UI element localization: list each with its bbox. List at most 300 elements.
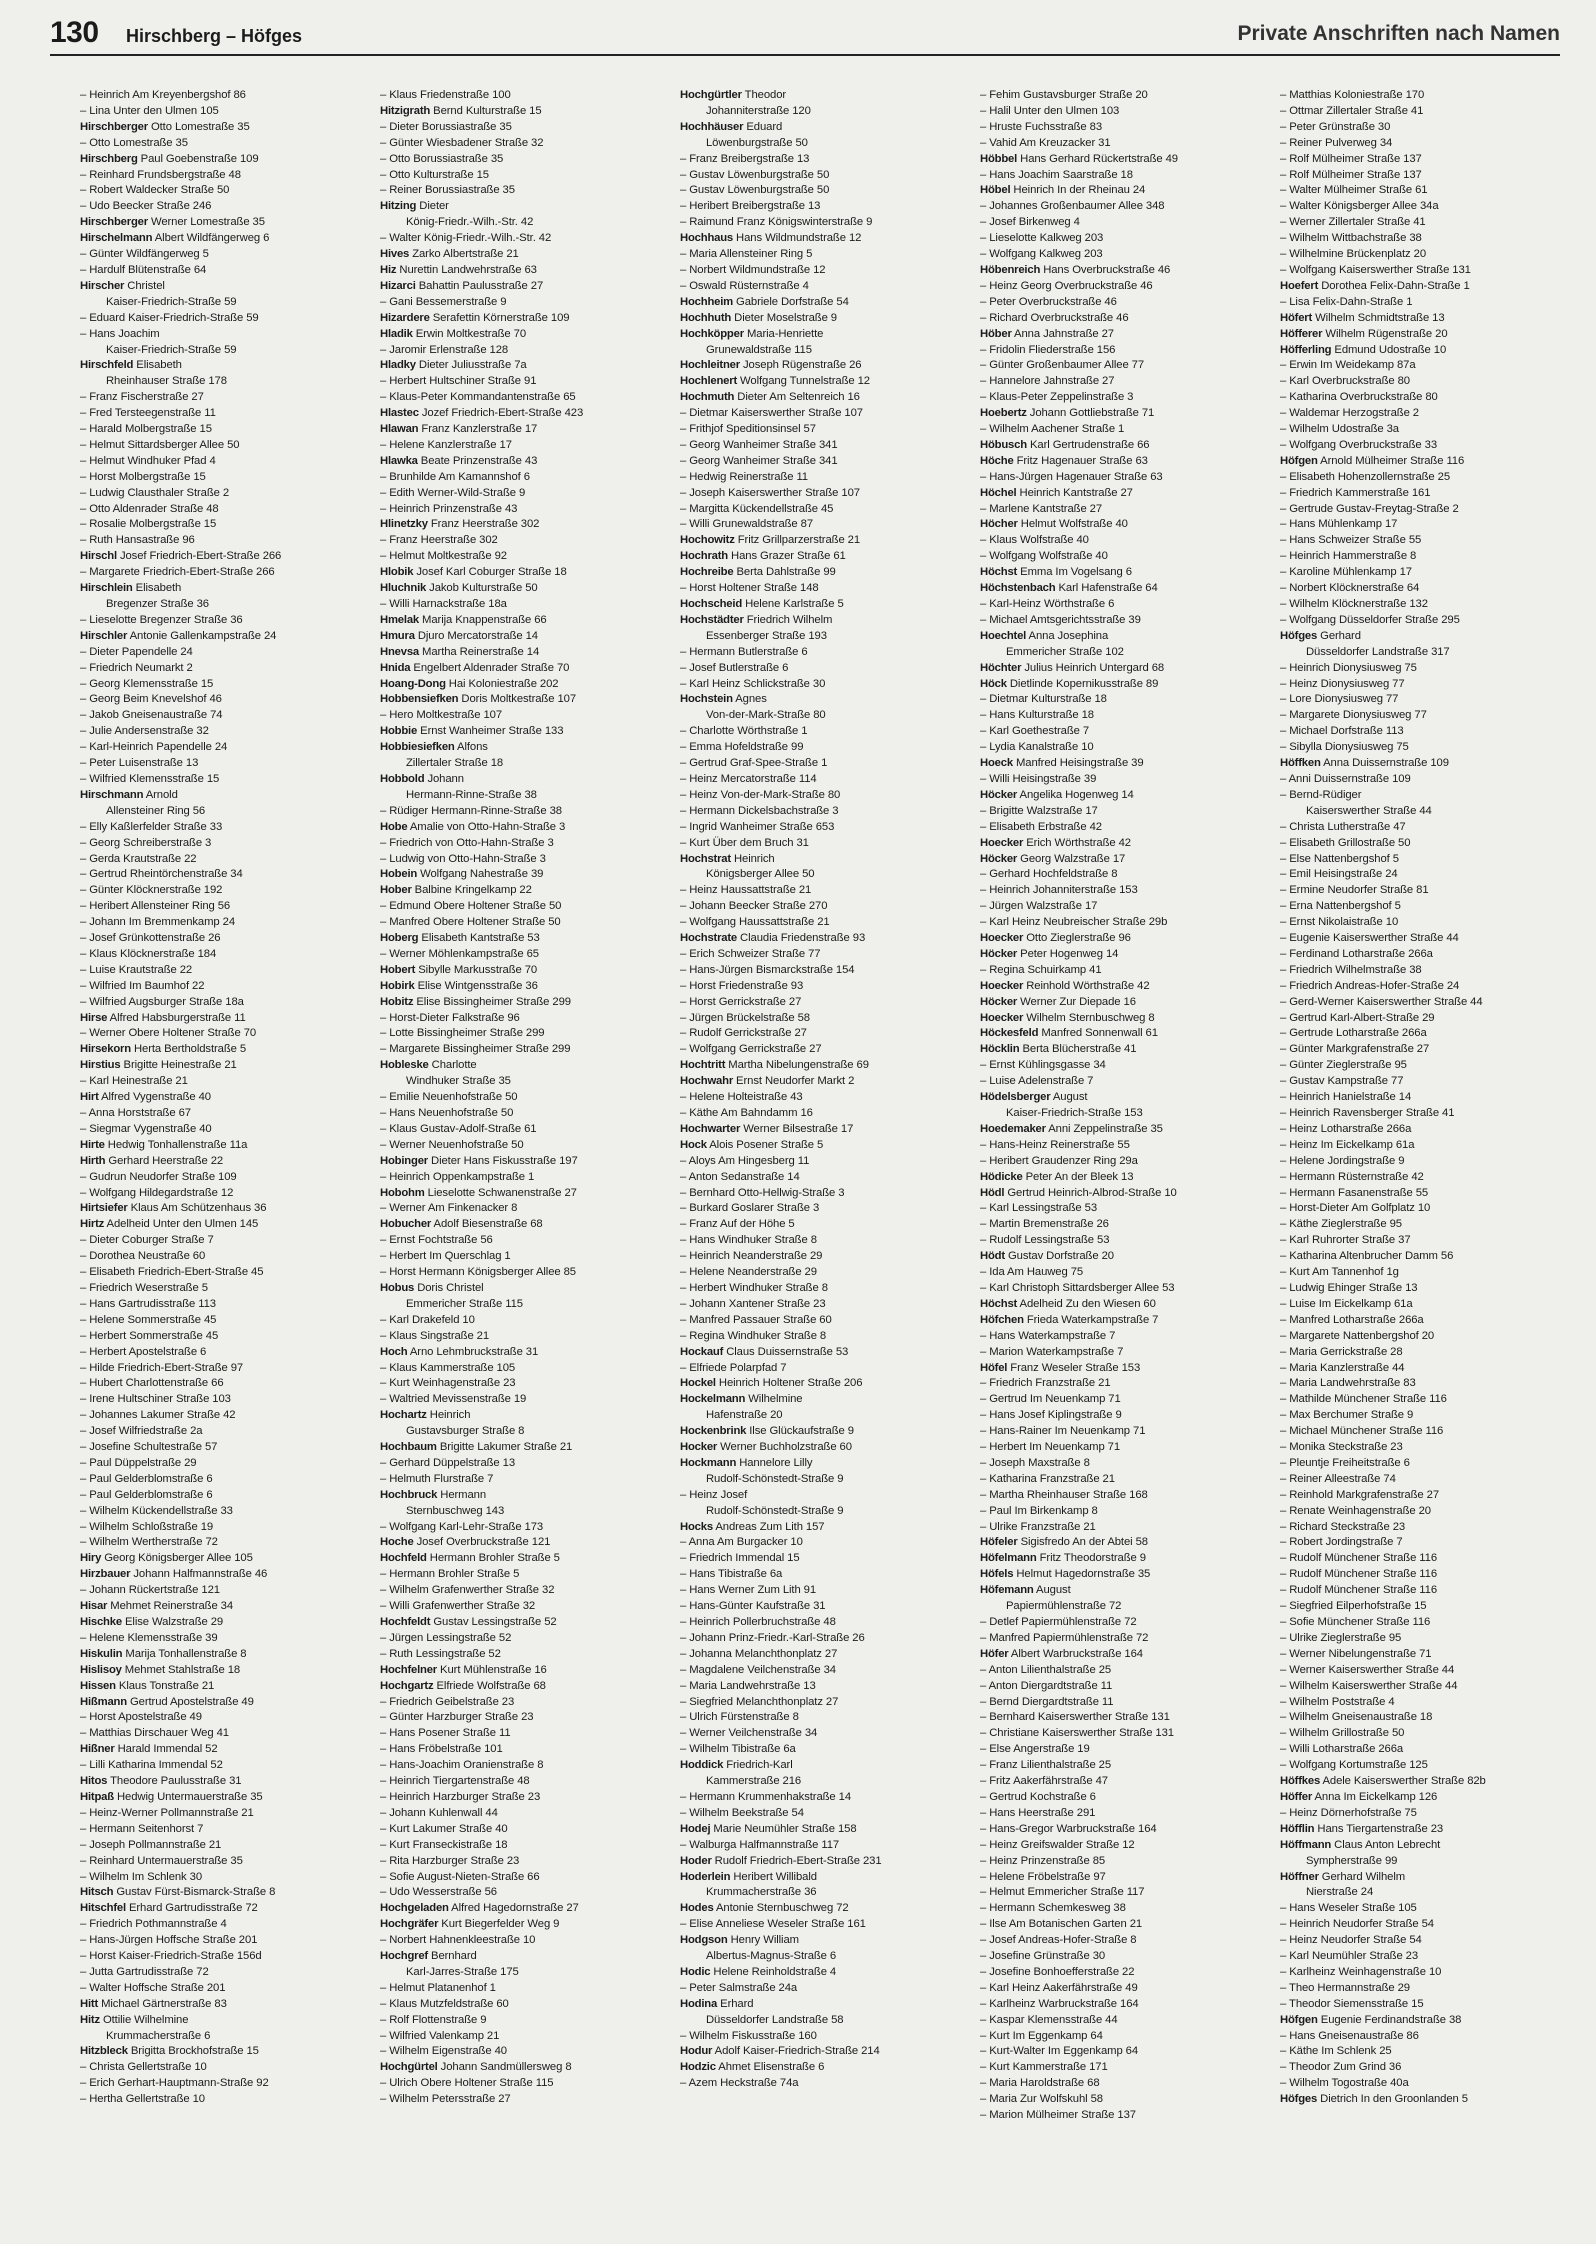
directory-sub-entry: – Otto Lomestraße 35 bbox=[80, 136, 188, 149]
entry-details: August bbox=[1033, 1584, 1071, 1597]
directory-sub-entry: – Klaus Gustav-Adolf-Straße 61 bbox=[380, 1122, 537, 1135]
directory-entry bbox=[980, 788, 1260, 804]
directory-sub-entry: – Ernst Nikolaistraße 10 bbox=[1280, 916, 1399, 929]
directory-continuation: Kammerstraße 216 bbox=[706, 1775, 802, 1788]
directory-sub-entry: – Gustav Löwenburgstraße 50 bbox=[680, 168, 830, 181]
directory-entry bbox=[680, 1456, 960, 1472]
directory-sub-entry: – Hans Werner Zum Lith 91 bbox=[680, 1584, 817, 1597]
entry-details: Marija Tonhallenstraße 8 bbox=[122, 1647, 247, 1660]
entry-details: Lieselotte Schwanenstraße 27 bbox=[424, 1186, 577, 1199]
entry-details: Adelheid Unter den Ulmen 145 bbox=[104, 1218, 259, 1231]
directory-sub-entry: – Willi Lotharstraße 266a bbox=[1280, 1743, 1404, 1756]
directory-sub-entry: – Gerhard Düppelstraße 13 bbox=[380, 1456, 516, 1469]
directory-sub-entry: – Hans Joachim bbox=[80, 327, 160, 340]
entry-details: Antonie Gallenkampstraße 24 bbox=[127, 629, 277, 642]
directory-sub-entry: – Luise Krautstraße 22 bbox=[80, 963, 193, 976]
directory-sub-entry: – Paul Im Birkenkamp 8 bbox=[980, 1504, 1098, 1517]
directory-sub-entry: – Friedrich Weserstraße 5 bbox=[80, 1281, 208, 1294]
surname: Hobert bbox=[380, 963, 416, 976]
directory-sub-entry: – Franz Fischerstraße 27 bbox=[80, 391, 204, 404]
directory-sub-entry: – Heinrich Neanderstraße 29 bbox=[680, 1250, 823, 1263]
page-header bbox=[50, 14, 1560, 56]
directory-sub-entry: – Rita Harzburger Straße 23 bbox=[380, 1854, 520, 1867]
surname: Hobitz bbox=[380, 995, 414, 1008]
directory-columns bbox=[80, 88, 1560, 2168]
directory-entry bbox=[680, 931, 960, 947]
surname: Hnevsa bbox=[380, 645, 419, 658]
directory-sub-entry: – Horst Kaiser-Friedrich-Straße 156d bbox=[80, 1950, 262, 1963]
entry-details: Helene Reinholdstraße 4 bbox=[710, 1965, 837, 1978]
directory-continuation: Bregenzer Straße 36 bbox=[106, 598, 209, 610]
directory-sub-entry: – Hans-Rainer Im Neuenkamp 71 bbox=[980, 1425, 1146, 1438]
directory-entry bbox=[980, 486, 1260, 502]
directory-entry bbox=[380, 1408, 660, 1424]
directory-sub-entry: – Anni Duissernstraße 109 bbox=[1280, 772, 1411, 785]
directory-entry bbox=[680, 852, 960, 868]
directory-sub-entry: – Jutta Gartrudisstraße 72 bbox=[80, 1965, 209, 1978]
entry-details: Wilhelmine bbox=[745, 1393, 803, 1406]
directory-sub-entry: – Franz Breibergstraße 13 bbox=[680, 152, 810, 165]
directory-sub-entry: – Heinrich Johanniterstraße 153 bbox=[980, 884, 1138, 897]
directory-sub-entry: – Werner Nibelungenstraße 71 bbox=[1280, 1647, 1432, 1660]
surname: Hiry bbox=[80, 1552, 102, 1565]
entry-details: Herta Bertholdstraße 5 bbox=[130, 1043, 247, 1056]
directory-sub-entry: – Johann Kuhlenwall 44 bbox=[380, 1806, 498, 1819]
surname: Hirzbauer bbox=[80, 1568, 131, 1581]
directory-entry bbox=[680, 1870, 960, 1886]
directory-sub-entry: – Bernhard Kaiserswerther Straße 131 bbox=[980, 1711, 1170, 1724]
directory-sub-entry: – Bernd-Rüdiger bbox=[1280, 788, 1362, 801]
directory-sub-entry: – Hubert Charlottenstraße 66 bbox=[80, 1377, 224, 1390]
directory-sub-entry: – Klaus Kammerstraße 105 bbox=[380, 1361, 516, 1374]
directory-sub-entry: – Jakob Gneisenaustraße 74 bbox=[80, 709, 223, 722]
directory-sub-entry: – Margarete Bissingheimer Straße 299 bbox=[380, 1043, 571, 1056]
surname: Hochstrat bbox=[680, 852, 731, 865]
directory-sub-entry: – Johannes Großenbaumer Allee 348 bbox=[980, 200, 1165, 213]
directory-entry bbox=[380, 1615, 660, 1631]
directory-entry bbox=[80, 1615, 360, 1631]
directory-entry bbox=[980, 995, 1260, 1011]
surname: Hockelmann bbox=[680, 1393, 746, 1406]
directory-sub-entry: – Kurt Am Tannenhof 1g bbox=[1280, 1266, 1399, 1279]
directory-sub-entry: – Helmut Sittardsberger Allee 50 bbox=[80, 438, 240, 451]
directory-sub-entry: – Burkard Goslarer Straße 3 bbox=[680, 1202, 820, 1215]
directory-continuation: Nierstraße 24 bbox=[1306, 1886, 1374, 1899]
entry-details: Heinrich In der Rheinau 24 bbox=[1010, 184, 1146, 197]
surname: Hodina bbox=[680, 1997, 718, 2010]
directory-continuation: Sternbuschweg 143 bbox=[406, 1504, 505, 1517]
surname: Hitt bbox=[80, 1997, 99, 2010]
surname: Hiz bbox=[380, 263, 397, 276]
directory-sub-entry: – Maria Allensteiner Ring 5 bbox=[680, 248, 813, 261]
directory-sub-entry: – Harald Molbergstraße 15 bbox=[80, 423, 212, 436]
directory-sub-entry: – Sibylla Dionysiusweg 75 bbox=[1280, 741, 1409, 754]
surname: Hodgson bbox=[680, 1934, 728, 1947]
surname: Hödelsberger bbox=[980, 1091, 1051, 1104]
directory-entry bbox=[1280, 454, 1560, 470]
directory-sub-entry: – Hans Waterkampstraße 7 bbox=[980, 1329, 1116, 1342]
directory-sub-entry: – Willi Harnackstraße 18a bbox=[380, 598, 507, 610]
directory-sub-entry: – Hannelore Jahnstraße 27 bbox=[980, 375, 1115, 388]
entry-details: Reinhold Wörthstraße 42 bbox=[1023, 979, 1150, 992]
directory-entry bbox=[1280, 1870, 1560, 1886]
entry-details: Franz Heerstraße 302 bbox=[427, 518, 540, 531]
entry-details: Rudolf Friedrich-Ebert-Straße 231 bbox=[711, 1854, 882, 1867]
surname: Höfeler bbox=[980, 1536, 1018, 1549]
surname: Höffmann bbox=[1280, 1838, 1332, 1851]
surname: Hobirk bbox=[380, 979, 415, 992]
directory-sub-entry: – Robert Waldecker Straße 50 bbox=[80, 184, 230, 197]
surname: Hochreibe bbox=[680, 566, 734, 579]
directory-sub-entry: – Wilhelm Wittbachstraße 38 bbox=[1280, 232, 1422, 245]
entry-details: Helene Karlstraße 5 bbox=[742, 598, 844, 610]
directory-sub-entry: – Reiner Alleestraße 74 bbox=[1280, 1472, 1396, 1485]
surname: Hnida bbox=[380, 661, 411, 674]
directory-sub-entry: – Werner Neuenhofstraße 50 bbox=[380, 1138, 524, 1151]
directory-sub-entry: – Bernd Diergardtstraße 11 bbox=[980, 1695, 1114, 1708]
directory-entry bbox=[980, 1011, 1260, 1027]
directory-entry bbox=[680, 1122, 960, 1138]
surname: Hochscheid bbox=[680, 598, 743, 610]
entry-details: Beate Prinzenstraße 43 bbox=[417, 454, 538, 467]
surname: Hiskulin bbox=[80, 1647, 123, 1660]
surname: Hoedemaker bbox=[980, 1122, 1046, 1135]
directory-sub-entry: – Franz Lilienthalstraße 25 bbox=[980, 1759, 1112, 1772]
directory-sub-entry: – Klaus Mutzfeldstraße 60 bbox=[380, 1997, 509, 2010]
entry-details: Georg Königsberger Allee 105 bbox=[101, 1552, 253, 1565]
directory-sub-entry: – Helmut Emmericher Straße 117 bbox=[980, 1886, 1145, 1899]
entry-details: Hai Koloniestraße 202 bbox=[445, 677, 559, 690]
directory-sub-entry: – Rolf Mülheimer Straße 137 bbox=[1280, 152, 1422, 165]
directory-entry bbox=[380, 629, 660, 645]
directory-sub-entry: – Wolfgang Overbruckstraße 33 bbox=[1280, 438, 1438, 451]
entry-details: Albert Warbruckstraße 164 bbox=[1008, 1647, 1143, 1660]
entry-details: Wilhelm Schmidtstraße 13 bbox=[1312, 311, 1445, 324]
directory-sub-entry: – Wilhelmine Brückenplatz 20 bbox=[1280, 248, 1427, 261]
directory-entry bbox=[380, 963, 660, 979]
entry-details: Agnes bbox=[732, 693, 767, 706]
directory-entry bbox=[1280, 756, 1560, 772]
directory-sub-entry: – Heinz Greifswalder Straße 12 bbox=[980, 1838, 1135, 1851]
entry-details: Arnold Mülheimer Straße 116 bbox=[1317, 454, 1465, 467]
directory-sub-entry: – Halil Unter den Ulmen 103 bbox=[980, 104, 1120, 117]
directory-sub-entry: – Karlheinz Warbruckstraße 164 bbox=[980, 1997, 1139, 2010]
directory-entry bbox=[680, 1058, 960, 1074]
surname: Hodzic bbox=[680, 2061, 716, 2074]
surname: Hitos bbox=[80, 1775, 108, 1788]
directory-sub-entry: – Werner Kaiserswerther Straße 44 bbox=[1280, 1663, 1455, 1676]
directory-entry bbox=[80, 1599, 360, 1615]
directory-entry bbox=[680, 120, 960, 136]
directory-entry bbox=[980, 1090, 1260, 1106]
entry-details: Charlotte bbox=[428, 1059, 477, 1072]
directory-entry bbox=[980, 1042, 1260, 1058]
directory-sub-entry: – Wolfgang Kalkweg 203 bbox=[980, 248, 1103, 261]
entry-details: Peter An der Bleek 13 bbox=[1022, 1170, 1134, 1183]
directory-entry bbox=[380, 645, 660, 661]
directory-sub-entry: – Günter Harzburger Straße 23 bbox=[380, 1711, 534, 1724]
surname: Hobbold bbox=[380, 772, 425, 785]
directory-sub-entry: – Gertrud Rheintörchenstraße 34 bbox=[80, 868, 243, 881]
surname: Hocker bbox=[680, 1441, 718, 1454]
directory-sub-entry: – Norbert Klöcknerstraße 64 bbox=[1280, 582, 1420, 595]
directory-sub-entry: – Hermann Krummenhakstraße 14 bbox=[680, 1790, 852, 1803]
directory-sub-entry: – Franz Heerstraße 302 bbox=[380, 534, 498, 547]
surname: Hochstädter bbox=[680, 613, 744, 626]
directory-sub-entry: – Richard Overbruckstraße 46 bbox=[980, 311, 1129, 324]
entry-details: Johann bbox=[424, 772, 464, 785]
surname: Hoechtel bbox=[980, 629, 1027, 642]
surname: Hirte bbox=[80, 1138, 105, 1151]
directory-sub-entry: – Wilfried Augsburger Straße 18a bbox=[80, 995, 244, 1008]
directory-entry bbox=[980, 931, 1260, 947]
surname: Höcker bbox=[980, 995, 1018, 1008]
surname: Hoecker bbox=[980, 1011, 1024, 1024]
directory-sub-entry: – Marlene Kantstraße 27 bbox=[980, 502, 1103, 515]
entry-details: August bbox=[1050, 1091, 1088, 1104]
directory-sub-entry: – Paul Gelderblomstraße 6 bbox=[80, 1472, 213, 1485]
surname: Hodic bbox=[680, 1965, 711, 1978]
surname: Höchst bbox=[980, 1297, 1018, 1310]
directory-entry bbox=[1280, 2013, 1560, 2029]
directory-sub-entry: – Wolfgang Düsseldorfer Straße 295 bbox=[1280, 613, 1460, 626]
directory-sub-entry: – Wilhelm Kückendellstraße 33 bbox=[80, 1504, 233, 1517]
directory-sub-entry: – Maria Kanzlerstraße 44 bbox=[1280, 1361, 1405, 1374]
entry-details: Jozef Friedrich-Ebert-Straße 423 bbox=[418, 407, 584, 420]
surname: Hirsekorn bbox=[80, 1043, 131, 1056]
directory-entry bbox=[380, 104, 660, 120]
directory-sub-entry: – Heinz Neudorfer Straße 54 bbox=[1280, 1934, 1422, 1947]
directory-sub-entry: – Wilfried Im Baumhof 22 bbox=[80, 979, 205, 992]
entry-details: Nurettin Landwehrstraße 63 bbox=[396, 263, 537, 276]
surname: Hirschfeld bbox=[80, 359, 134, 372]
directory-sub-entry: – Ruth Hansastraße 96 bbox=[80, 534, 195, 547]
directory-sub-entry: – Käthe Am Bahndamm 16 bbox=[680, 1107, 813, 1119]
directory-continuation: Von-der-Mark-Straße 80 bbox=[706, 709, 826, 722]
surname: Hischke bbox=[80, 1616, 122, 1628]
directory-sub-entry: – Wilfried Klemensstraße 15 bbox=[80, 772, 220, 785]
entry-details: Karl Hafenstraße 64 bbox=[1055, 582, 1158, 595]
surname: Hodur bbox=[680, 2045, 713, 2058]
directory-sub-entry: – Hermann Seitenhorst 7 bbox=[80, 1822, 204, 1835]
directory-sub-entry: – Wilhelm Schloßstraße 19 bbox=[80, 1520, 214, 1533]
directory-entry bbox=[980, 1186, 1260, 1202]
directory-entry bbox=[980, 565, 1260, 581]
entry-details: Anna Josephina bbox=[1026, 629, 1109, 642]
entry-details: Berta Blücherstraße 41 bbox=[1019, 1043, 1137, 1056]
entry-details: Julius Heinrich Untergard 68 bbox=[1021, 661, 1165, 674]
directory-sub-entry: – Heinrich Neudorfer Straße 54 bbox=[1280, 1918, 1434, 1931]
directory-sub-entry: – Hans Tibistraße 6a bbox=[680, 1568, 783, 1581]
directory-sub-entry: – Karl Ruhrorter Straße 37 bbox=[1280, 1234, 1411, 1247]
directory-entry bbox=[80, 1201, 360, 1217]
surname: Hoderlein bbox=[680, 1870, 731, 1883]
directory-sub-entry: – Manfred Papiermühlenstraße 72 bbox=[980, 1631, 1149, 1644]
directory-entry bbox=[80, 1774, 360, 1790]
directory-sub-entry: – Wilhelm Klöcknerstraße 132 bbox=[1280, 598, 1428, 610]
directory-entry bbox=[380, 327, 660, 343]
surname: Hirscher bbox=[80, 279, 125, 292]
directory-entry bbox=[380, 1949, 660, 1965]
directory-entry bbox=[680, 1758, 960, 1774]
entry-details: Hans Tiergartenstraße 23 bbox=[1314, 1822, 1444, 1835]
directory-continuation: Johanniterstraße 120 bbox=[706, 104, 811, 117]
directory-entry bbox=[980, 629, 1260, 645]
directory-continuation: Hermann-Rinne-Straße 38 bbox=[406, 788, 537, 801]
directory-sub-entry: – Lilli Katharina Immendal 52 bbox=[80, 1759, 223, 1772]
surname: Hladik bbox=[380, 327, 413, 340]
entry-details: Ilse Glückaufstraße 9 bbox=[746, 1425, 854, 1438]
directory-entry bbox=[680, 1440, 960, 1456]
directory-sub-entry: – Gustav Löwenburgstraße 50 bbox=[680, 184, 830, 197]
surname: Hoder bbox=[680, 1854, 712, 1867]
entry-details: Adele Kaiserswerther Straße 82b bbox=[1320, 1775, 1486, 1788]
surname: Hlobik bbox=[380, 566, 414, 579]
directory-sub-entry: – Hruste Fuchsstraße 83 bbox=[980, 120, 1103, 133]
directory-sub-entry: – Karl Christoph Sittardsberger Allee 53 bbox=[980, 1281, 1175, 1294]
surname: Höchel bbox=[980, 486, 1017, 499]
directory-sub-entry: – Hans Gneisenaustraße 86 bbox=[1280, 2029, 1419, 2042]
surname: Hochgürtler bbox=[680, 89, 742, 101]
directory-sub-entry: – Lieselotte Bregenzer Straße 36 bbox=[80, 613, 243, 626]
directory-entry bbox=[1280, 279, 1560, 295]
directory-sub-entry: – Margitta Kückendellstraße 45 bbox=[680, 502, 834, 515]
directory-sub-entry: – Regina Windhuker Straße 8 bbox=[680, 1329, 827, 1342]
directory-entry bbox=[980, 1583, 1260, 1599]
directory-entry bbox=[680, 1965, 960, 1981]
directory-entry bbox=[680, 88, 960, 104]
surname: Hirschmann bbox=[80, 788, 144, 801]
directory-entry bbox=[980, 677, 1260, 693]
entry-details: Marija Knappenstraße 66 bbox=[419, 613, 547, 626]
directory-entry bbox=[80, 549, 360, 565]
directory-entry bbox=[380, 279, 660, 295]
directory-entry bbox=[380, 867, 660, 883]
directory-sub-entry: – Edith Werner-Wild-Straße 9 bbox=[380, 486, 526, 499]
directory-sub-entry: – Walburga Halfmannstraße 117 bbox=[680, 1838, 840, 1851]
directory-sub-entry: – Klaus Singstraße 21 bbox=[380, 1329, 490, 1342]
entry-details: Wolfgang Nahestraße 39 bbox=[417, 868, 544, 881]
directory-sub-entry: – Heinz Lotharstraße 266a bbox=[1280, 1122, 1412, 1135]
directory-sub-entry: – Heinz Josef bbox=[680, 1488, 748, 1501]
directory-sub-entry: – Lieselotte Kalkweg 203 bbox=[980, 232, 1104, 245]
surname: Hochgeladen bbox=[380, 1902, 449, 1915]
entry-details: Heribert Willibald bbox=[730, 1870, 817, 1883]
directory-sub-entry: – Erwin Im Weidekamp 87a bbox=[1280, 359, 1416, 372]
entry-details: Friedrich Wilhelm bbox=[743, 613, 833, 626]
surname: Hochstein bbox=[680, 693, 733, 706]
directory-sub-entry: – Josef Birkenweg 4 bbox=[980, 216, 1080, 229]
directory-sub-entry: – Ludwig von Otto-Hahn-Straße 3 bbox=[380, 852, 546, 865]
directory-entry bbox=[980, 1170, 1260, 1186]
surname: Hißmann bbox=[80, 1695, 127, 1708]
entry-details: Balbine Kringelkamp 22 bbox=[411, 884, 532, 897]
entry-details: Martha Nibelungenstraße 69 bbox=[725, 1059, 869, 1072]
directory-sub-entry: – Manfred Passauer Straße 60 bbox=[680, 1313, 832, 1326]
surname: Hladky bbox=[380, 359, 416, 372]
surname: Hitschfel bbox=[80, 1902, 126, 1915]
directory-sub-entry: – Horst Holtener Straße 148 bbox=[680, 582, 819, 595]
directory-sub-entry: – Pleuntje Freiheitstraße 6 bbox=[1280, 1456, 1410, 1469]
directory-sub-entry: – Heinz Georg Overbruckstraße 46 bbox=[980, 279, 1153, 292]
directory-entry bbox=[380, 677, 660, 693]
directory-sub-entry: – Michael Münchener Straße 116 bbox=[1280, 1425, 1444, 1438]
directory-sub-entry: – Klaus Klöcknerstraße 184 bbox=[80, 947, 217, 960]
directory-continuation: Düsseldorfer Landstraße 317 bbox=[1306, 645, 1450, 658]
surname: Hitzbleck bbox=[80, 2045, 128, 2058]
directory-entry bbox=[380, 613, 660, 629]
directory-sub-entry: – Marion Waterkampstraße 7 bbox=[980, 1345, 1124, 1358]
directory-sub-entry: – Erich Schweizer Straße 77 bbox=[680, 947, 821, 960]
surname: Höffkes bbox=[1280, 1775, 1321, 1788]
section-title: Private Anschriften nach Namen bbox=[1237, 22, 1560, 45]
directory-sub-entry: – Paul Gelderblomstraße 6 bbox=[80, 1488, 213, 1501]
directory-sub-entry: – Christa Gellertstraße 10 bbox=[80, 2061, 207, 2074]
entry-details: Mehmet Reinerstraße 34 bbox=[107, 1600, 234, 1613]
directory-sub-entry: – Karl Goethestraße 7 bbox=[980, 725, 1090, 738]
directory-sub-entry: – Hans Kulturstraße 18 bbox=[980, 709, 1094, 722]
entry-details: Amalie von Otto-Hahn-Straße 3 bbox=[407, 820, 566, 833]
entry-details: Arno Lehmbruckstraße 31 bbox=[407, 1345, 539, 1358]
directory-sub-entry: – Wilhelm Beekstraße 54 bbox=[680, 1806, 804, 1819]
directory-entry bbox=[80, 215, 360, 231]
directory-sub-entry: – Jaromir Erlenstraße 128 bbox=[380, 343, 509, 356]
directory-sub-entry: – Friedrich Geibelstraße 23 bbox=[380, 1695, 515, 1708]
directory-sub-entry: – Gertrude Lotharstraße 266a bbox=[1280, 1027, 1427, 1040]
directory-entry bbox=[1280, 1774, 1560, 1790]
directory-continuation: Zillertaler Straße 18 bbox=[406, 757, 504, 770]
directory-sub-entry: – Wolfgang Wolfstraße 40 bbox=[980, 550, 1108, 563]
directory-sub-entry: – Martha Rheinhauser Straße 168 bbox=[980, 1488, 1148, 1501]
entry-details: Elisabeth bbox=[132, 582, 182, 595]
directory-entry bbox=[980, 581, 1260, 597]
directory-sub-entry: – Charlotte Wörthstraße 1 bbox=[680, 725, 808, 738]
surname: Höchter bbox=[980, 661, 1022, 674]
directory-sub-entry: – Horst-Dieter Falkstraße 96 bbox=[380, 1011, 520, 1024]
directory-sub-entry: – Helmut Windhuker Pfad 4 bbox=[80, 454, 216, 467]
directory-sub-entry: – Dietmar Kulturstraße 18 bbox=[980, 693, 1107, 706]
entry-details: Bahattin Paulusstraße 27 bbox=[415, 279, 544, 292]
directory-sub-entry: – Elisabeth Friedrich-Ebert-Straße 45 bbox=[80, 1266, 264, 1279]
directory-sub-entry: – Wilhelm Grafenwerther Straße 32 bbox=[380, 1584, 555, 1597]
entry-details: Johann Sandmüllersweg 8 bbox=[437, 2061, 572, 2074]
directory-sub-entry: – Ulrike Zieglerstraße 95 bbox=[1280, 1631, 1402, 1644]
directory-sub-entry: – Josefine Grünstraße 30 bbox=[980, 1950, 1106, 1963]
directory-sub-entry: – Elisabeth Erbstraße 42 bbox=[980, 820, 1102, 833]
surname: Höcker bbox=[980, 852, 1018, 865]
directory-sub-entry: – Heinz Dionysiusweg 77 bbox=[1280, 677, 1405, 690]
directory-entry bbox=[1280, 2092, 1560, 2108]
directory-sub-entry: – Rudolf Münchener Straße 116 bbox=[1280, 1552, 1438, 1565]
directory-continuation: Hafenstraße 20 bbox=[706, 1409, 783, 1422]
entry-details: Hans Wildmundstraße 12 bbox=[733, 232, 862, 245]
directory-sub-entry: – Ulrich Obere Holtener Straße 115 bbox=[380, 2077, 554, 2090]
entry-details: Alfred Vygenstraße 40 bbox=[98, 1091, 211, 1104]
surname: Höckesfeld bbox=[980, 1027, 1039, 1040]
directory-sub-entry: – Friedrich Andreas-Hofer-Straße 24 bbox=[1280, 979, 1460, 992]
directory-sub-entry: – Edmund Obere Holtener Straße 50 bbox=[380, 900, 562, 913]
entry-details: Engelbert Aldenrader Straße 70 bbox=[410, 661, 570, 674]
directory-sub-entry: – Karl Heinz Schlickstraße 30 bbox=[680, 677, 826, 690]
directory-sub-entry: – Ludwig Ehinger Straße 13 bbox=[1280, 1281, 1418, 1294]
directory-entry bbox=[680, 2044, 960, 2060]
surname: Hirtz bbox=[80, 1218, 105, 1231]
entry-details: Dorothea Felix-Dahn-Straße 1 bbox=[1318, 279, 1470, 292]
directory-sub-entry: – Magdalene Veilchenstraße 34 bbox=[680, 1663, 836, 1676]
surname: Hizardere bbox=[380, 311, 430, 324]
entry-details: Werner Buchholzstraße 60 bbox=[717, 1441, 852, 1454]
directory-sub-entry: – Karl Lessingstraße 53 bbox=[980, 1202, 1098, 1215]
